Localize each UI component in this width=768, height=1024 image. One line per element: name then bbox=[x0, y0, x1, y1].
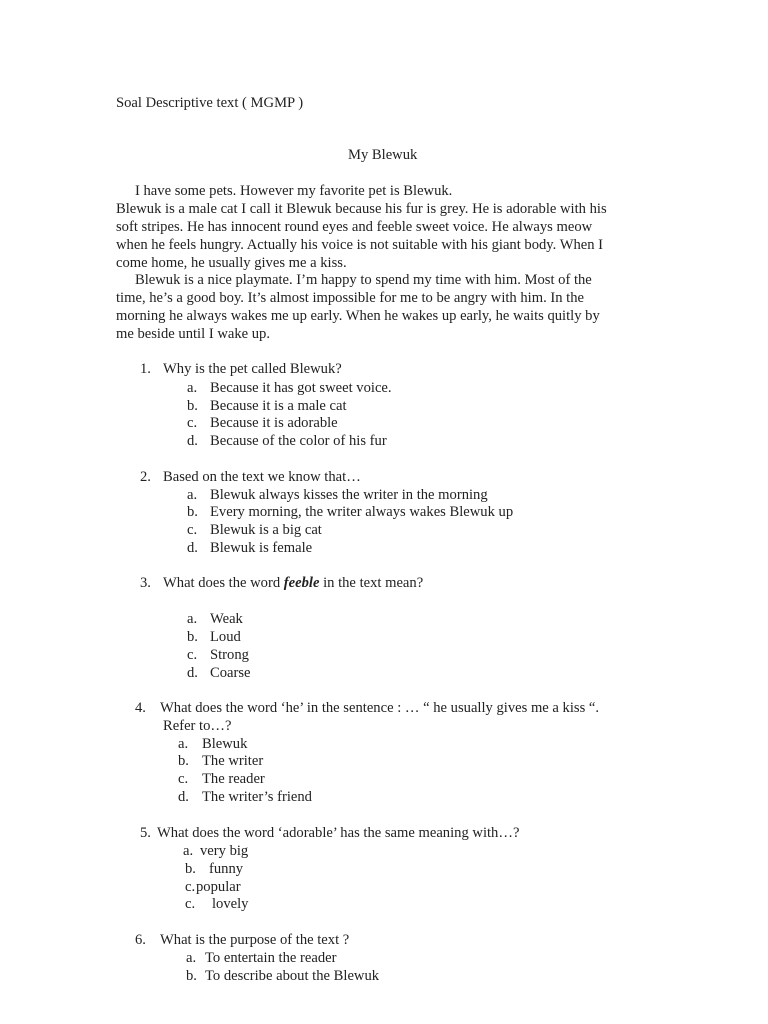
passage-line: when he feels hungry. Actually his voice is not suitable with his giant body. When I bbox=[116, 237, 604, 253]
question-text: What does the word ‘he’ in the sentence : … “ he usually gives me a kiss “. bbox=[160, 700, 600, 716]
option-label: a. bbox=[187, 611, 198, 627]
option-label: a. bbox=[187, 487, 198, 503]
passage-line: Blewuk is a nice playmate. I’m happy to spend my time with him. Most of the bbox=[135, 272, 592, 288]
option-text: Because it has got sweet voice. bbox=[210, 380, 392, 396]
document-header: Soal Descriptive text ( MGMP ) bbox=[116, 95, 304, 111]
question-number: 1. bbox=[140, 361, 151, 377]
option-label: d. bbox=[187, 540, 198, 556]
option-label: c. bbox=[185, 879, 196, 895]
option-text: Loud bbox=[210, 629, 241, 645]
question-text bbox=[163, 575, 423, 592]
question-text-after: in the text mean? bbox=[319, 575, 424, 591]
option-text: Blewuk always kisses the writer in the morning bbox=[210, 487, 488, 503]
option-label: d. bbox=[178, 789, 189, 805]
option-text: The writer bbox=[202, 753, 264, 769]
question-text: Based on the text we know that… bbox=[163, 469, 361, 485]
passage-line: time, he’s a good boy. It’s almost impossible for me to be angry with him. In the bbox=[116, 290, 585, 306]
question-number: 4. bbox=[135, 700, 146, 716]
option-label: b. bbox=[186, 968, 197, 984]
option-text: To describe about the Blewuk bbox=[205, 968, 380, 984]
passage-line: come home, he usually gives me a kiss. bbox=[116, 255, 347, 271]
option-label: a. bbox=[186, 950, 197, 966]
option-label: c. bbox=[187, 647, 198, 663]
option-label: c. bbox=[178, 771, 189, 787]
option-text: Strong bbox=[210, 647, 249, 663]
option-text: lovely bbox=[212, 896, 249, 912]
question-number: 2. bbox=[140, 469, 151, 485]
option-label: d. bbox=[187, 665, 198, 681]
option-text: To entertain the reader bbox=[205, 950, 337, 966]
option-text: Because it is adorable bbox=[210, 415, 338, 431]
passage-line: morning he always wakes me up early. When he wakes up early, he waits quitly by bbox=[116, 308, 600, 324]
emphasized-word: feeble bbox=[283, 575, 320, 591]
option-text: Blewuk bbox=[202, 736, 248, 752]
option-text: Blewuk is a big cat bbox=[210, 522, 322, 538]
option-label: a. bbox=[178, 736, 189, 752]
option-text: Every morning, the writer always wakes Blewuk up bbox=[210, 504, 514, 520]
option-label: b. bbox=[185, 861, 196, 877]
option-label: a. bbox=[187, 380, 198, 396]
question-text: What does the word ‘adorable’ has the same meaning with…? bbox=[157, 825, 520, 841]
option-label: a. bbox=[183, 843, 194, 859]
question-text-line2: Refer to…? bbox=[163, 718, 232, 734]
option-label: c. bbox=[185, 896, 196, 912]
passage-line: Blewuk is a male cat I call it Blewuk because his fur is grey. He is adorable with his bbox=[116, 201, 607, 217]
question-number: 3. bbox=[140, 575, 151, 591]
passage-line: I have some pets. However my favorite pet is Blewuk. bbox=[135, 183, 453, 199]
option-text: very big bbox=[200, 843, 249, 859]
option-label: d. bbox=[187, 433, 198, 449]
option-text: popular bbox=[196, 879, 241, 895]
option-label: b. bbox=[178, 753, 189, 769]
passage-title: My Blewuk bbox=[348, 147, 418, 163]
option-label: c. bbox=[187, 415, 198, 431]
option-label: c. bbox=[187, 522, 198, 538]
passage-line: soft stripes. He has innocent round eyes and feeble sweet voice. He always meow bbox=[116, 219, 593, 235]
question-number: 5. bbox=[140, 825, 151, 841]
question-text: Why is the pet called Blewuk? bbox=[163, 361, 342, 377]
option-text: Weak bbox=[210, 611, 243, 627]
option-text: funny bbox=[209, 861, 244, 877]
option-text: Coarse bbox=[210, 665, 251, 681]
option-text: Blewuk is female bbox=[210, 540, 313, 556]
option-text: The writer’s friend bbox=[202, 789, 312, 805]
option-text: The reader bbox=[202, 771, 265, 787]
question-text-before: What does the word bbox=[163, 575, 284, 591]
option-text: Because it is a male cat bbox=[210, 398, 347, 414]
option-label: b. bbox=[187, 398, 198, 414]
question-text: What is the purpose of the text ? bbox=[160, 932, 350, 948]
passage-line: me beside until I wake up. bbox=[116, 326, 271, 342]
option-label: b. bbox=[187, 629, 198, 645]
option-label: b. bbox=[187, 504, 198, 520]
option-text: Because of the color of his fur bbox=[210, 433, 387, 449]
question-number: 6. bbox=[135, 932, 146, 948]
